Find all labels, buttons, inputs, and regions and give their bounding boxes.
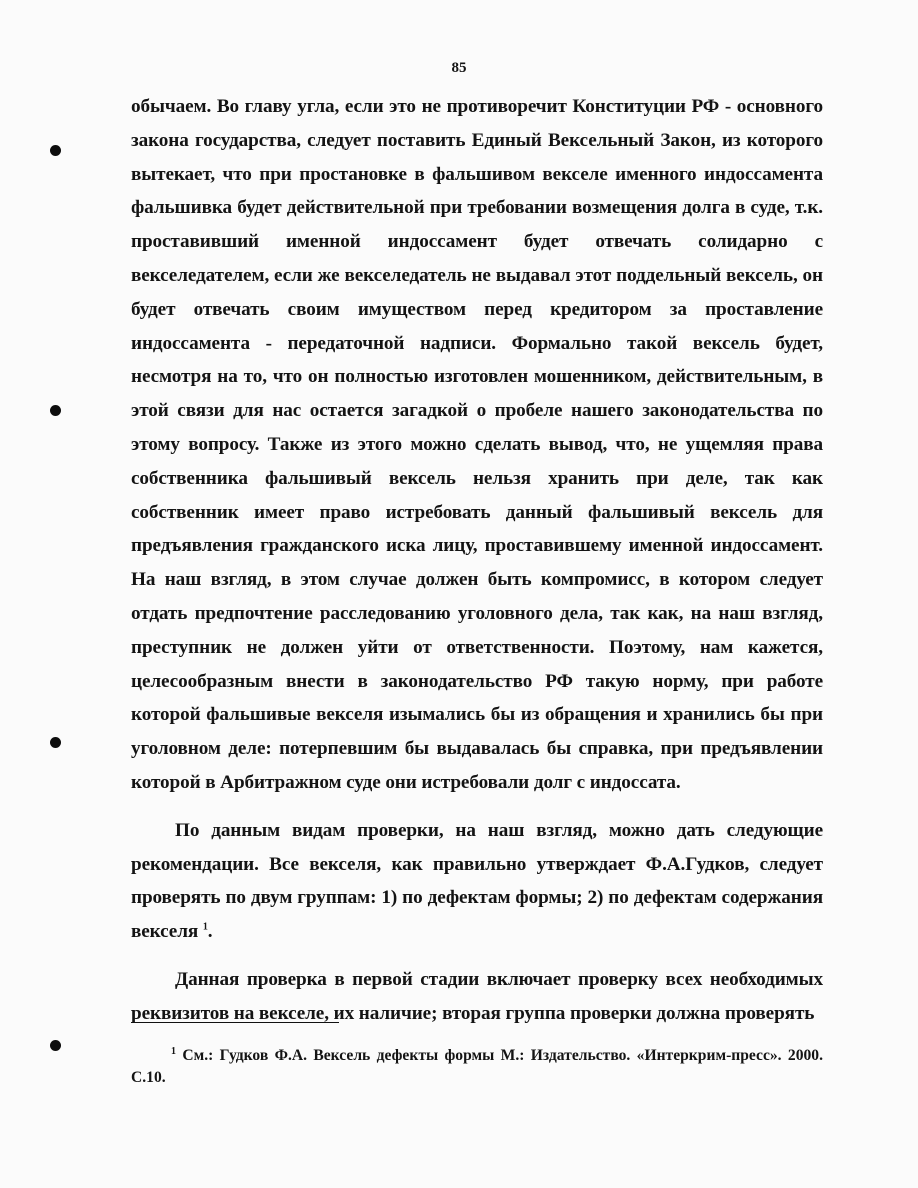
paragraph-2-end: . [207, 921, 213, 943]
footnote-reference[interactable]: 1 [202, 921, 208, 933]
page-number: 85 [451, 60, 467, 76]
paragraph-2 [131, 814, 823, 949]
punch-hole-4 [50, 1040, 61, 1051]
footnote [131, 1045, 823, 1089]
punch-hole-2 [50, 405, 61, 416]
footnote-marker: 1 [171, 1045, 176, 1057]
punch-hole-3 [50, 737, 61, 748]
paragraph-3: Данная проверка в первой стадии включает проверку всех необходимых реквизитов на векселе, их наличие; вторая группа проверки должна проверять [131, 968, 823, 1024]
paragraph-1: обычаем. Во главу угла, если это не противоречит Конституции РФ - основного закона государства, следует поставить Единый Вексельный Закон, из которого вытекает, что при простановке в фальшивом векселе именного индоссамента фальшивка будет действительной при требовании возмещения долга в суде, т.к. проставивший именной индоссамент будет отвечать солидарно с векселедателем, если же векселедатель не выдавал этот поддельный вексель, он будет отвечать своим имуществом перед кредитором за проставление индоссамента - передаточной надписи. Формально такой вексель будет, несмотря на то, что он полностью изготовлен мошенником, действительным, в этой связи для нас остается загадкой о пробеле нашего законодательства по этому вопросу. Также из этого можно сделать вывод, что, не ущемляя права собственника фальшивый вексель нельзя хранить при деле, так как собственник имеет право истребовать данный фальшивый вексель для предъявления гражданского иска лицу, проставившему именной индоссамент. На наш взгляд, в этом случае должен быть компромисс, в котором следует отдать предпочтение расследованию уголовного дела, так как, на наш взгляд, преступник не должен уйти от ответственности. Поэтому, нам кажется, целесообразным внести в законодательство РФ такую норму, при работе которой фальшивые векселя изымались бы из обращения и хранились бы при уголовном деле: потерпевшим бы выдавалась бы справка, при предъявлении которой в Арбитражном суде они истребовали долг с индоссата. [131, 96, 823, 793]
footnote-separator [131, 1022, 339, 1023]
punch-hole-1 [50, 145, 61, 156]
footnote-text: См.: Гудков Ф.А. Вексель дефекты формы М.: Издательство. «Интеркрим-пресс». 2000. С.10. [131, 1047, 823, 1086]
paragraph-2-text: По данным видам проверки, на наш взгляд, можно дать следующие рекомендации. Все векселя, как правильно утверждает Ф.А.Гудков, следует проверять по двум группам: 1) по дефектам формы; 2) по дефектам содержания векселя [131, 819, 823, 943]
main-text [131, 90, 823, 1031]
